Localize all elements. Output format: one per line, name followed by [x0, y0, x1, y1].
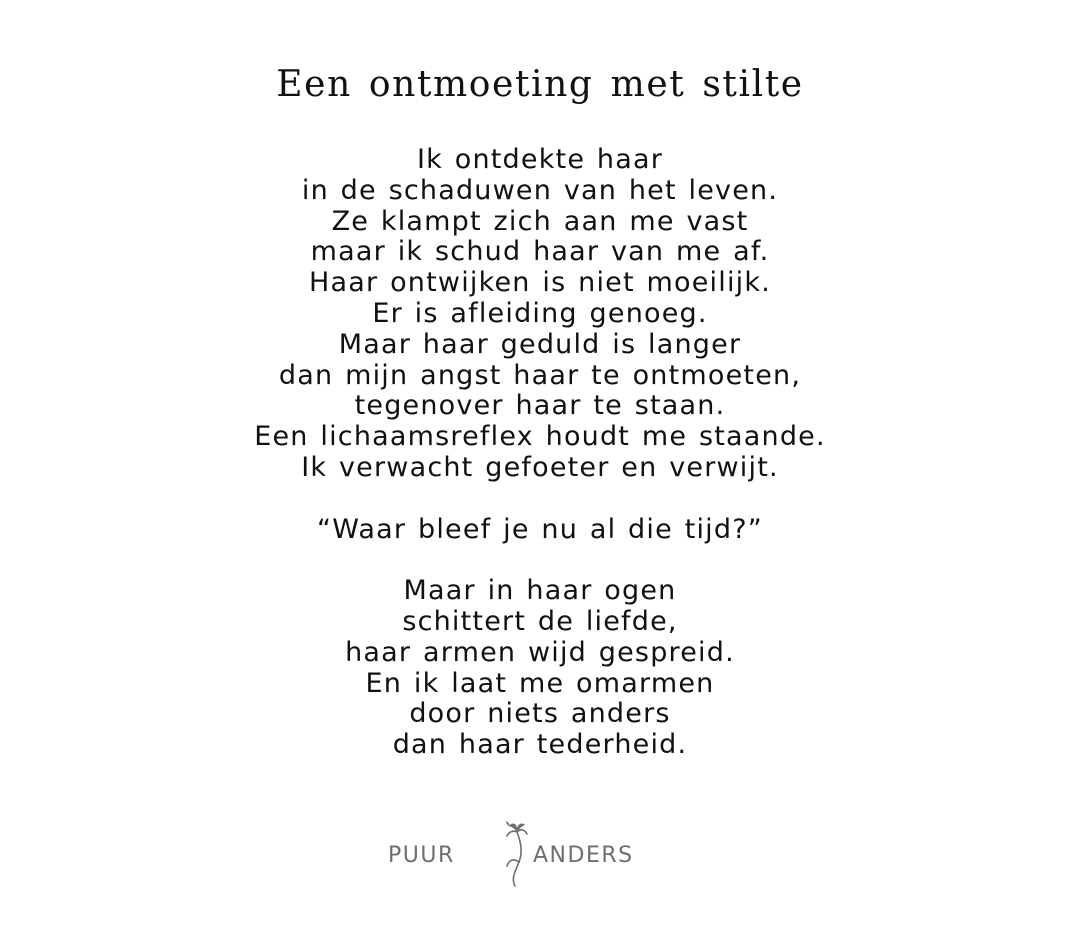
poem-line: Ik verwacht gefoeter en verwijt.	[301, 451, 779, 483]
stanza-gap	[0, 484, 1080, 515]
flower-icon	[497, 818, 537, 888]
stanza-1	[0, 145, 1080, 484]
puur-anders-logo	[385, 818, 705, 888]
poem-line: Maar haar geduld is langer	[338, 328, 742, 360]
poem-line: tegenover haar te staan.	[354, 390, 726, 422]
poem-line: Een lichaamsreflex houdt me staande.	[254, 421, 826, 453]
poem-line-quote: “Waar bleef je nu al die tijd?”	[317, 513, 763, 545]
poem-line: Maar in haar ogen	[403, 575, 677, 607]
poem-line: maar ik schud haar van me af.	[310, 236, 770, 268]
poem-line: Ik ontdekte haar	[416, 144, 664, 175]
poem-line: schittert de liefde,	[402, 605, 678, 637]
stanza-2	[0, 515, 1080, 546]
poem-line: haar armen wijd gespreid.	[345, 636, 735, 668]
poem-line: dan mijn angst haar te ontmoeten,	[278, 359, 802, 391]
logo-text-left: PUUR	[388, 843, 455, 868]
poem-body	[0, 145, 1080, 761]
poem-line: door niets anders	[409, 698, 671, 730]
logo-text-right: ANDERS	[533, 843, 634, 868]
poem-title: Een ontmoeting met stilte	[276, 64, 804, 105]
stanza-gap	[0, 545, 1080, 576]
poem-line: Haar ontwijken is niet moeilijk.	[309, 267, 771, 299]
poem-line: Ze klampt zich aan me vast	[331, 205, 749, 237]
poem-line: dan haar tederheid.	[392, 729, 688, 761]
stanza-3	[0, 576, 1080, 761]
poem-line: in de schaduwen van het leven.	[301, 174, 779, 206]
poem-line: En ik laat me omarmen	[365, 667, 715, 699]
poem-line: Er is afleiding genoeg.	[372, 297, 708, 329]
